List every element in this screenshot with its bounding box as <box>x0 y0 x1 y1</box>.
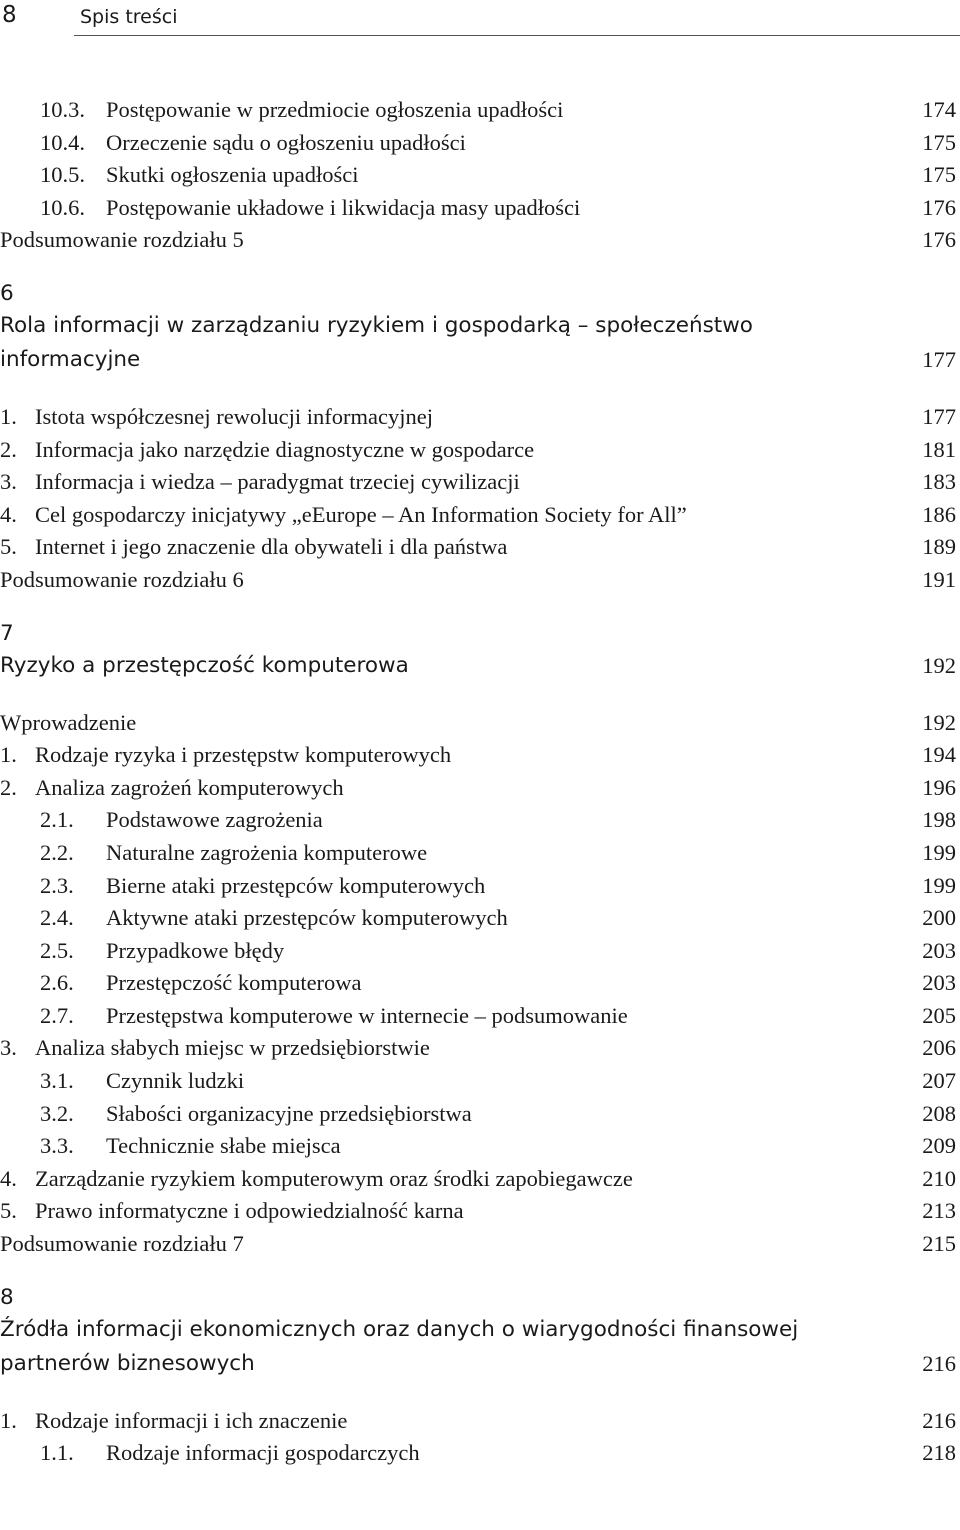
toc-entry[interactable] <box>0 401 956 434</box>
entry-title: Technicznie słabe miejsca <box>106 1133 341 1159</box>
entry-title: Orzeczenie sądu o ogłoszeniu upadłości <box>106 129 466 155</box>
entry-title: Rodzaje informacji i ich znaczenie <box>35 1407 348 1433</box>
spacer <box>0 1381 956 1405</box>
entry-number: 2.6. <box>40 970 74 996</box>
chapter-number: 6 <box>0 280 14 306</box>
toc-entry[interactable] <box>0 870 956 903</box>
entry-number: 4. <box>0 1165 17 1191</box>
toc-entry[interactable] <box>0 837 956 870</box>
page-ref: 189 <box>922 534 956 560</box>
page-ref: 213 <box>922 1198 956 1224</box>
toc-entry[interactable] <box>0 1437 956 1470</box>
table-of-contents <box>0 94 956 1470</box>
entry-title: Wprowadzenie <box>0 709 137 735</box>
toc-entry[interactable] <box>0 1065 956 1098</box>
toc-entry[interactable] <box>0 804 956 837</box>
chapter-number: 7 <box>0 620 14 646</box>
toc-entry[interactable] <box>0 1163 956 1196</box>
page-ref: 177 <box>922 403 956 429</box>
page-ref: 200 <box>922 905 956 931</box>
chapter-title-line: Źródła informacji ekonomicznych oraz danych o wiarygodności finansowej <box>0 1316 799 1342</box>
entry-number: 2. <box>0 436 17 462</box>
page-ref: 203 <box>922 970 956 996</box>
entry-number: 3. <box>0 469 17 495</box>
toc-entry[interactable] <box>0 531 956 564</box>
entry-number: 2.1. <box>40 807 74 833</box>
toc-entry[interactable] <box>0 935 956 968</box>
page-ref: 209 <box>922 1133 956 1159</box>
entry-title: Aktywne ataki przestępców komputerowych <box>106 905 508 931</box>
toc-entry[interactable] <box>0 224 956 257</box>
entry-title: Podstawowe zagrożenia <box>106 807 323 833</box>
entry-title: Informacja jako narzędzie diagnostyczne w gospodarce <box>35 436 535 462</box>
entry-number: 2.3. <box>40 872 74 898</box>
entry-number: 2. <box>0 774 17 800</box>
page-ref: 216 <box>922 1407 956 1433</box>
page-ref: 176 <box>922 227 956 253</box>
page-ref: 203 <box>922 937 956 963</box>
chapter-title-line: Ryzyko a przestępczość komputerowa <box>0 652 409 678</box>
entry-title: Cel gospodarczy inicjatywy „eEurope – An Information Society for All” <box>35 501 687 527</box>
page-ref: 198 <box>922 807 956 833</box>
entry-title: Przestępstwa komputerowe w internecie – podsumowanie <box>106 1002 628 1028</box>
entry-title: Zarządzanie ryzykiem komputerowym oraz środki zapobiegawcze <box>35 1165 633 1191</box>
page-ref: 192 <box>922 652 956 678</box>
chapter-title[interactable] <box>0 649 956 683</box>
chapter-title-line: informacyjne <box>0 346 141 372</box>
entry-number: 1. <box>0 403 17 429</box>
page-ref: 205 <box>922 1002 956 1028</box>
toc-entry[interactable] <box>0 1405 956 1438</box>
toc-entry[interactable] <box>0 499 956 532</box>
chapter-title-line: partnerów biznesowych <box>0 1350 255 1376</box>
toc-entry[interactable] <box>0 902 956 935</box>
toc-entry[interactable] <box>0 1130 956 1163</box>
entry-title: Czynnik ludzki <box>106 1068 245 1094</box>
page-ref: 186 <box>922 501 956 527</box>
running-title: Spis treści <box>80 6 178 28</box>
entry-number: 1. <box>0 1407 17 1433</box>
entry-title: Rodzaje informacji gospodarczych <box>106 1440 420 1466</box>
page-ref: 208 <box>922 1100 956 1126</box>
toc-entry[interactable] <box>0 1228 956 1261</box>
entry-number: 3.2. <box>40 1100 74 1126</box>
entry-title: Analiza zagrożeń komputerowych <box>35 774 344 800</box>
entry-title: Przestępczość komputerowa <box>106 970 362 996</box>
entry-title: Informacja i wiedza – paradygmat trzeciej cywilizacji <box>35 469 520 495</box>
toc-entry[interactable] <box>0 739 956 772</box>
page-ref: 194 <box>922 742 956 768</box>
entry-title: Podsumowanie rozdziału 6 <box>0 566 244 592</box>
page-ref: 207 <box>922 1068 956 1094</box>
entry-number: 10.6. <box>40 194 85 220</box>
entry-number: 3.3. <box>40 1133 74 1159</box>
page-ref: 192 <box>922 709 956 735</box>
page-ref: 216 <box>922 1350 956 1376</box>
entry-number: 4. <box>0 501 17 527</box>
entry-number: 2.5. <box>40 937 74 963</box>
entry-title: Rodzaje ryzyka i przestępstw komputerowych <box>35 742 452 768</box>
toc-entry[interactable] <box>0 127 956 160</box>
page-ref: 175 <box>922 162 956 188</box>
toc-entry[interactable] <box>0 466 956 499</box>
toc-entry[interactable] <box>0 192 956 225</box>
entry-number: 2.7. <box>40 1002 74 1028</box>
page-ref: 206 <box>922 1035 956 1061</box>
header-rule <box>74 35 960 36</box>
entry-title: Internet i jego znaczenie dla obywateli i dla państwa <box>35 534 508 560</box>
toc-entry[interactable] <box>0 564 956 597</box>
entry-number: 1.1. <box>40 1440 74 1466</box>
entry-number: 10.5. <box>40 162 85 188</box>
toc-entry[interactable] <box>0 967 956 1000</box>
entry-number: 2.2. <box>40 839 74 865</box>
entry-title: Przypadkowe błędy <box>106 937 285 963</box>
page-ref: 174 <box>922 97 956 122</box>
entry-number: 3. <box>0 1035 17 1061</box>
page-ref: 218 <box>922 1440 956 1466</box>
toc-entry[interactable] <box>0 1032 956 1065</box>
entry-title: Analiza słabych miejsc w przedsiębiorstwie <box>35 1035 430 1061</box>
page-ref: 177 <box>922 346 956 372</box>
entry-title: Podsumowanie rozdziału 7 <box>0 1231 244 1257</box>
page-ref: 199 <box>922 872 956 898</box>
entry-title: Postępowanie układowe i likwidacja masy upadłości <box>106 194 581 220</box>
entry-title: Postępowanie w przedmiocie ogłoszenia upadłości <box>106 97 564 122</box>
page-ref: 176 <box>922 194 956 220</box>
entry-title: Skutki ogłoszenia upadłości <box>106 162 359 188</box>
page-ref: 181 <box>922 436 956 462</box>
toc-entry[interactable] <box>0 94 956 127</box>
toc-entry[interactable] <box>0 772 956 805</box>
entry-number: 5. <box>0 1198 17 1224</box>
entry-number: 3.1. <box>40 1068 74 1094</box>
toc-entry[interactable] <box>0 159 956 192</box>
chapter-title[interactable] <box>0 309 956 377</box>
toc-entry[interactable] <box>0 1000 956 1033</box>
spacer <box>0 683 956 707</box>
entry-number: 2.4. <box>40 905 74 931</box>
entry-title: Podsumowanie rozdziału 5 <box>0 227 244 253</box>
entry-number: 10.4. <box>40 129 85 155</box>
page-ref: 199 <box>922 839 956 865</box>
chapter-number: 8 <box>0 1284 14 1310</box>
chapter-title[interactable] <box>0 1313 956 1381</box>
entry-title: Bierne ataki przestępców komputerowych <box>106 872 486 898</box>
page-ref: 196 <box>922 774 956 800</box>
chapter-title-line: Rola informacji w zarządzaniu ryzykiem i gospodarką – społeczeństwo <box>0 312 753 338</box>
entry-title: Słabości organizacyjne przedsiębiorstwa <box>106 1100 472 1126</box>
page-ref: 215 <box>922 1231 956 1257</box>
page-ref: 210 <box>922 1165 956 1191</box>
page-number: 8 <box>2 2 17 28</box>
entry-title: Naturalne zagrożenia komputerowe <box>106 839 428 865</box>
toc-entry[interactable] <box>0 1195 956 1228</box>
page-ref: 183 <box>922 469 956 495</box>
entry-number: 10.3. <box>40 97 85 122</box>
entry-title: Prawo informatyczne i odpowiedzialność karna <box>35 1198 464 1224</box>
toc-entry[interactable] <box>0 707 956 740</box>
entry-number: 5. <box>0 534 17 560</box>
toc-entry[interactable] <box>0 434 956 467</box>
page-ref: 191 <box>922 566 956 592</box>
spacer <box>0 377 956 401</box>
toc-entry[interactable] <box>0 1098 956 1131</box>
page-header <box>0 0 960 40</box>
entry-title: Istota współczesnej rewolucji informacyjnej <box>35 403 433 429</box>
page-ref: 175 <box>922 129 956 155</box>
entry-number: 1. <box>0 742 17 768</box>
